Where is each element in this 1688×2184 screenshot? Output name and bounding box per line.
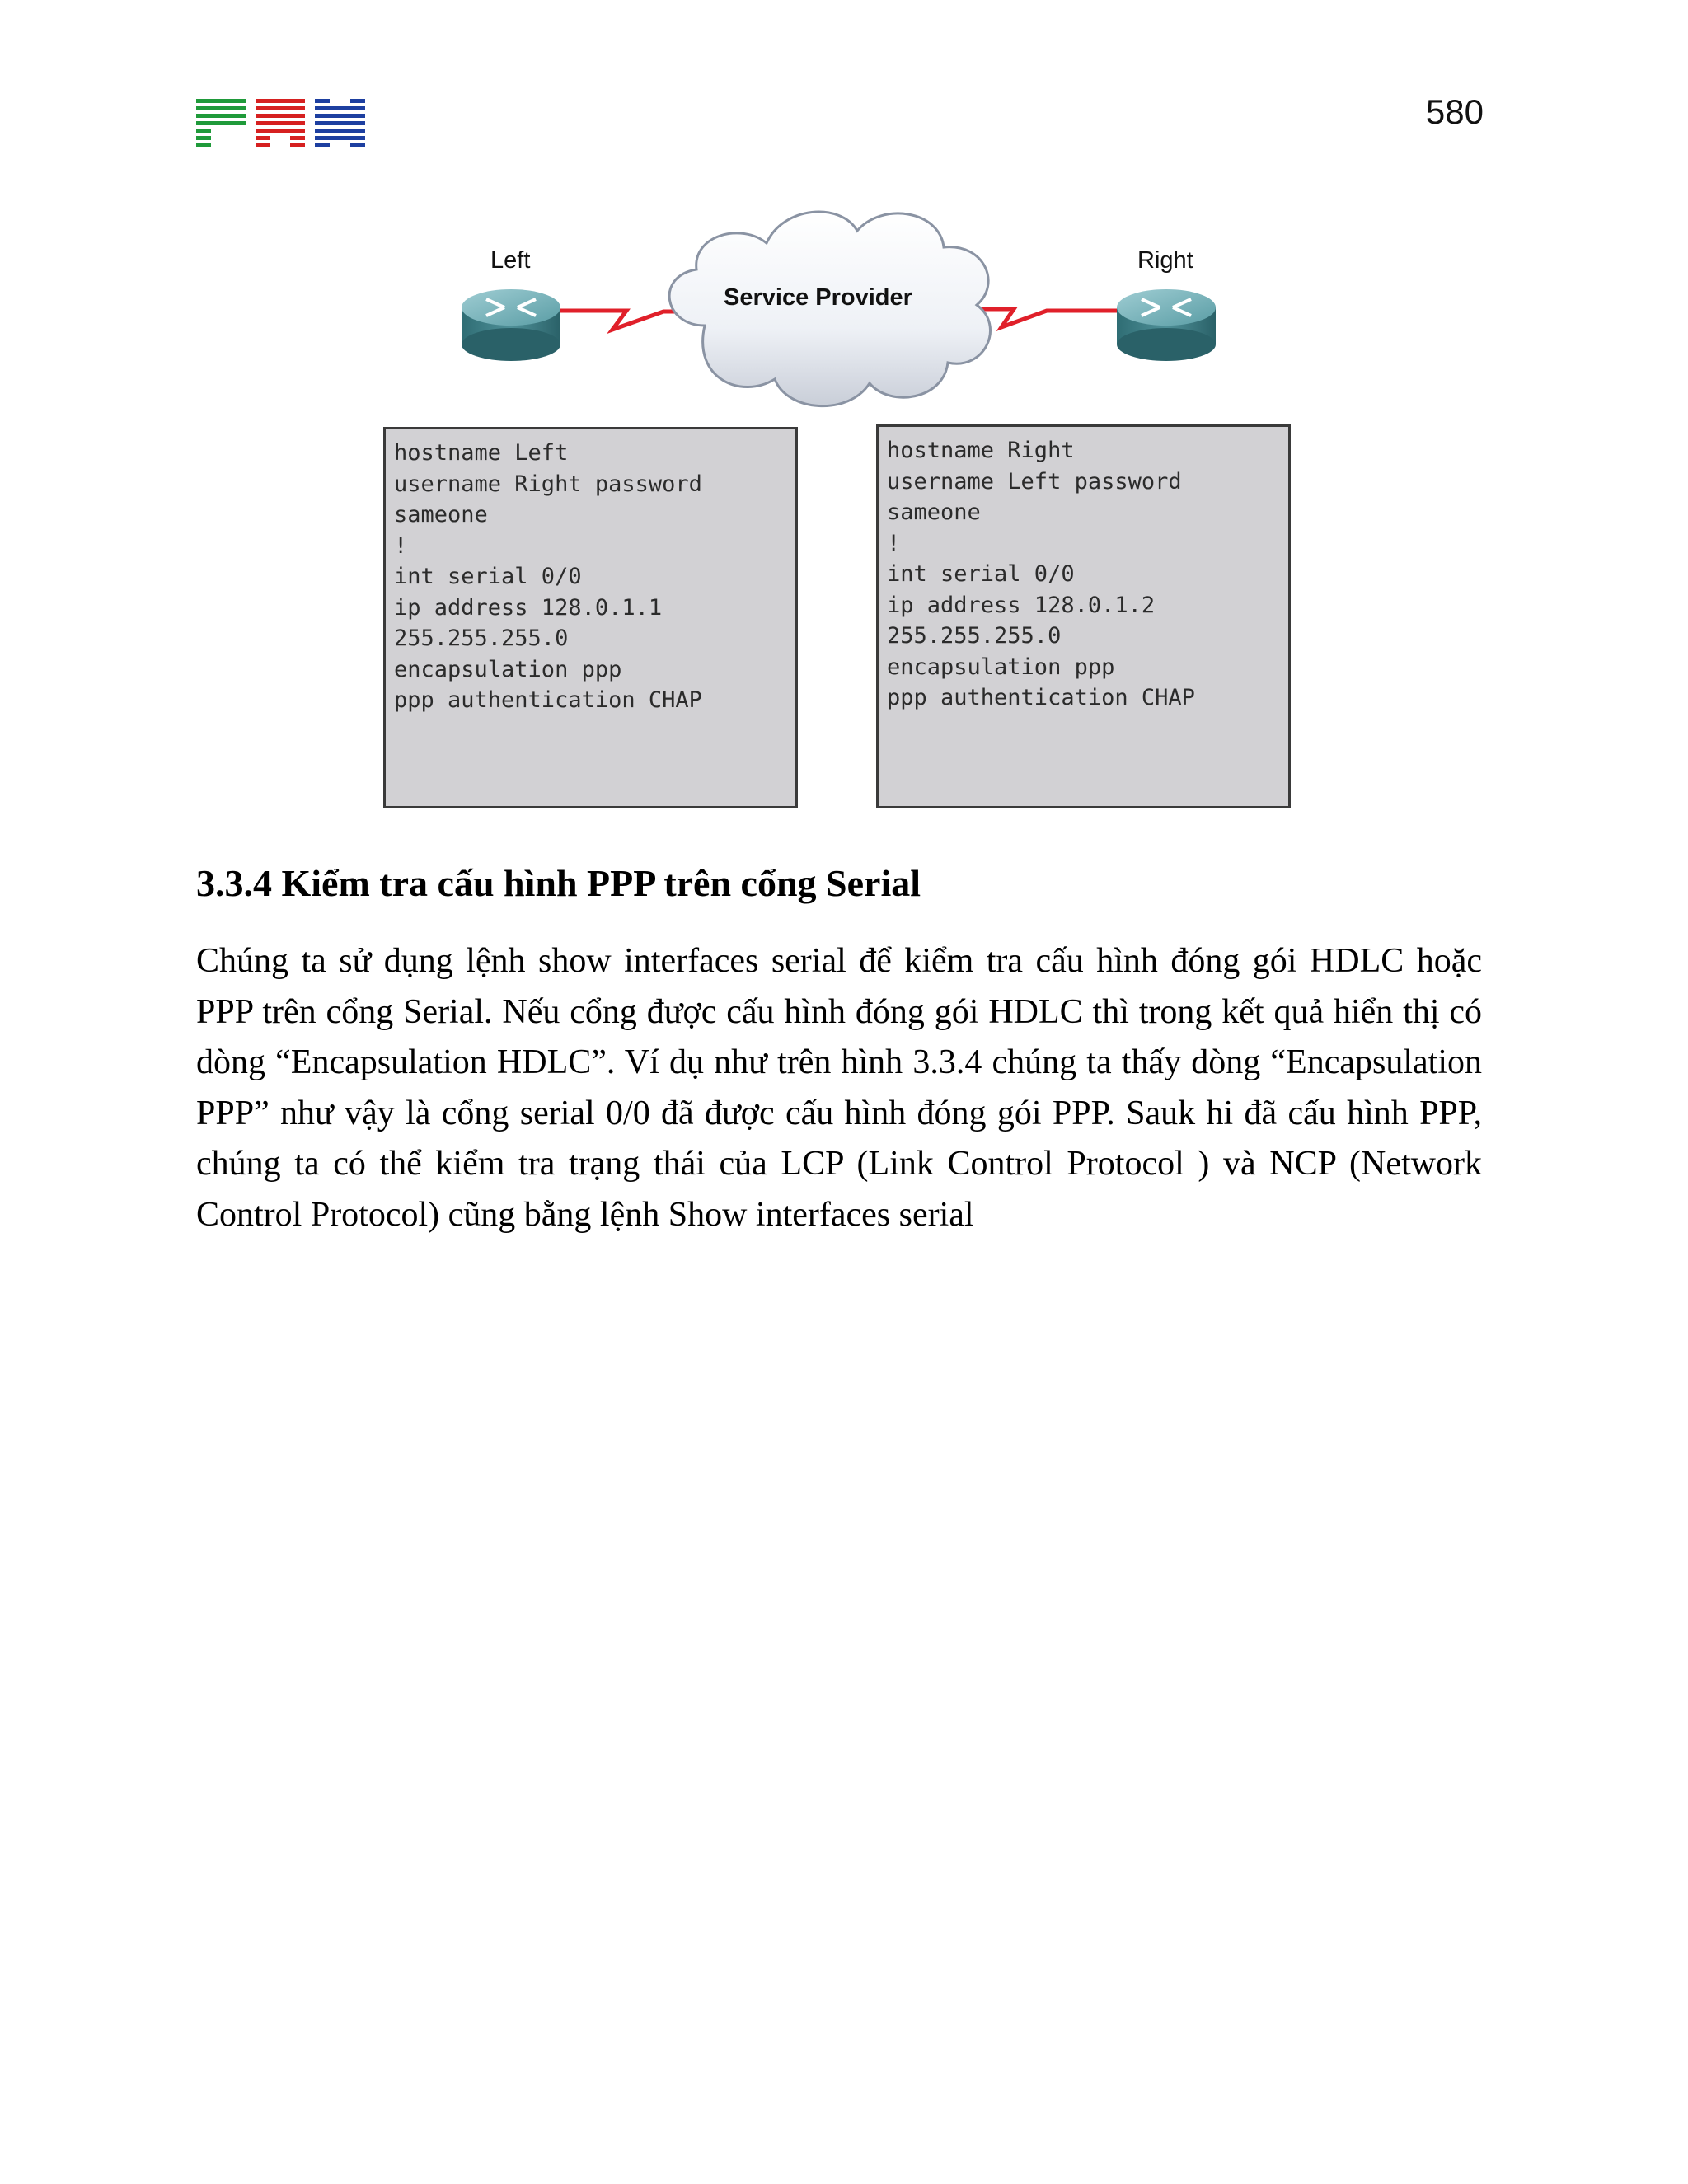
config-line: 255.255.255.0 (394, 626, 569, 651)
config-line: int serial 0/0 (887, 561, 1075, 587)
config-line: hostname Left (394, 440, 569, 466)
config-line: sameone (394, 502, 488, 527)
serial-link-left (556, 311, 676, 330)
router-right-label: Right (1137, 247, 1193, 274)
page-number: 580 (1425, 92, 1484, 131)
section-heading: 3.3.4 Kiểm tra cấu hình PPP trên cổng Serial (196, 862, 921, 904)
config-line: 255.255.255.0 (887, 623, 1062, 649)
logo-letter-p (196, 99, 246, 147)
config-line: ppp authentication CHAP (394, 687, 702, 713)
config-line: hostname Right (887, 438, 1075, 463)
config-line: ! (394, 532, 408, 559)
router-right-icon (1117, 289, 1216, 361)
logo-letter-h (315, 99, 365, 147)
router-left-icon (462, 289, 560, 361)
config-line: username Right password (394, 471, 702, 497)
config-line: sameone (887, 499, 981, 525)
pnh-logo (196, 99, 365, 147)
cloud-label: Service Provider (724, 284, 912, 311)
config-line: ppp authentication CHAP (887, 685, 1195, 710)
config-line: encapsulation ppp (394, 656, 622, 682)
router-left-label: Left (490, 247, 531, 274)
right-router-config (876, 424, 1291, 808)
config-line: int serial 0/0 (394, 564, 582, 589)
body-paragraph: Chúng ta sử dụng lệnh show interfaces serial để kiểm tra cấu hình đóng gói HDLC hoặc PPP trên cổng Serial. Nếu cổng được cấu hình đóng gói HDLC thì trong kết quả hiển thị có dòng “Encapsulation HDLC”. Ví dụ như trên hình 3.3.4 chúng ta thấy dòng “Encapsulation PPP” như vậy là cổng serial 0/0 đã được cấu hình đóng gói PPP. Sauk hi đã cấu hình PPP, chúng ta có thể kiểm tra trạng thái của LCP (Link Control Protocol ) và NCP (Network Control Protocol) cũng bằng lệnh Show interfaces serial (196, 942, 1482, 1234)
config-line: ! (887, 530, 901, 556)
network-diagram (379, 194, 1315, 828)
logo-letter-n (256, 99, 305, 147)
config-line: ip address 128.0.1.1 (394, 594, 663, 621)
config-line: ip address 128.0.1.2 (887, 592, 1156, 618)
config-line: encapsulation ppp (887, 654, 1115, 680)
serial-link-right (973, 309, 1117, 327)
config-line: username Left password (887, 468, 1182, 494)
left-router-config (383, 427, 798, 808)
